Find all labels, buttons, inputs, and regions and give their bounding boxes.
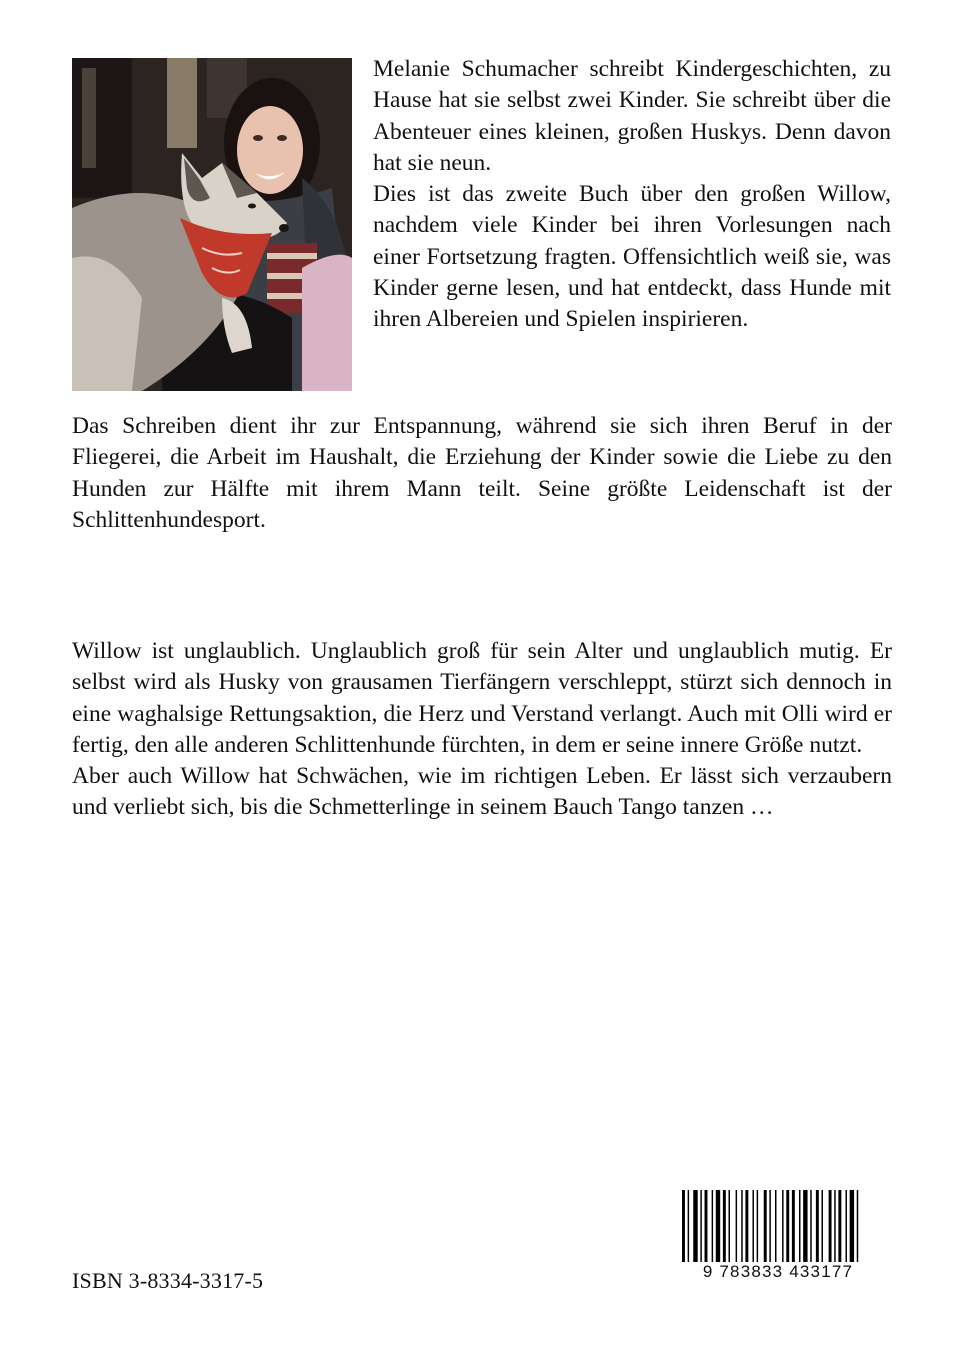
- barcode-bar: [736, 1190, 737, 1262]
- author-photo: [72, 58, 352, 391]
- bio-paragraph-1: Melanie Schumacher schreibt Kindergeschichten, zu Hause hat sie selbst zwei Kinder. Sie schreibt über die Abenteuer eines kleinen, großen Huskys. Denn davon hat sie neun.: [373, 56, 891, 176]
- hobby-text: Das Schreiben dient ihr zur Entspannung, während sie sich ihren Beruf in der Fliegerei, die Arbeit im Haushalt, die Erziehung der Kinder sowie die Liebe zu den Hunden zur Hälfte mit ihrem Mann teilt. Seine größte Leidenschaft ist der Schlittenhundesport.: [72, 413, 892, 533]
- barcode-bar: [845, 1190, 846, 1262]
- barcode-bar: [816, 1190, 819, 1262]
- isbn-label: ISBN 3-8334-3317-5: [72, 1268, 264, 1293]
- barcode-bar: [757, 1190, 758, 1262]
- barcode-bar: [716, 1190, 720, 1262]
- barcode-bar: [810, 1190, 811, 1262]
- barcode-bar: [850, 1190, 854, 1262]
- blurb-paragraph-1: Willow ist unglaublich. Unglaublich groß für sein Alter und unglaublich mutig. Er selbst wird als Husky von grausamen Tierfängern verschleppt, stürzt sich dennoch in eine waghalsige Rettungsaktion, die Herz und Verstand verlangt. Auch mit Olli wird er fertig, den alle anderen Schlittenhunde fürchten, in dem er seine innere Größe nutzt.: [72, 638, 892, 758]
- barcode-bar: [723, 1190, 726, 1262]
- barcode-bar: [741, 1190, 742, 1262]
- barcode-bar: [705, 1190, 708, 1262]
- hobby-paragraph: [72, 411, 892, 536]
- blurb: [72, 636, 892, 824]
- barcode-bar: [838, 1190, 841, 1262]
- barcode-bar: [700, 1190, 701, 1262]
- barcode-bar: [782, 1190, 783, 1262]
- author-bio: [373, 54, 891, 336]
- barcode-bar: [693, 1190, 697, 1262]
- barcode-bar: [769, 1190, 770, 1262]
- barcode-bar: [786, 1190, 789, 1262]
- barcode-digits: 9 783833 433177: [702, 1262, 854, 1281]
- blurb-paragraph-2: Aber auch Willow hat Schwächen, wie im richtigen Leben. Er lässt sich verzaubern und verliebt sich, bis die Schmetterlinge in seinem Bauch Tango tanzen …: [72, 763, 892, 821]
- barcode-bar: [775, 1190, 776, 1262]
- barcode-bar: [712, 1190, 713, 1262]
- barcode-bar: [829, 1190, 832, 1262]
- barcode-bar: [803, 1190, 807, 1262]
- barcode-bar: [799, 1190, 800, 1262]
- barcode-bar: [752, 1190, 753, 1262]
- barcode-bar: [764, 1190, 767, 1262]
- barcode-bar: [682, 1190, 685, 1262]
- barcode-bar: [834, 1190, 835, 1262]
- barcode-bar: [688, 1190, 689, 1262]
- barcode-bar: [729, 1190, 730, 1262]
- barcode-bar: [792, 1190, 795, 1262]
- barcode-bar: [857, 1190, 858, 1262]
- barcode-bar: [822, 1190, 823, 1262]
- bio-paragraph-2: Dies ist das zweite Buch über den großen Willow, nachdem viele Kinder bei ihren Vorlesungen nach einer Fortsetzung fragten. Offensichtlich weiß sie, was Kinder gerne lesen, und hat entdeckt, dass Hunde mit ihren Albereien und Spielen inspirieren.: [373, 181, 891, 333]
- barcode-bar: [745, 1190, 748, 1262]
